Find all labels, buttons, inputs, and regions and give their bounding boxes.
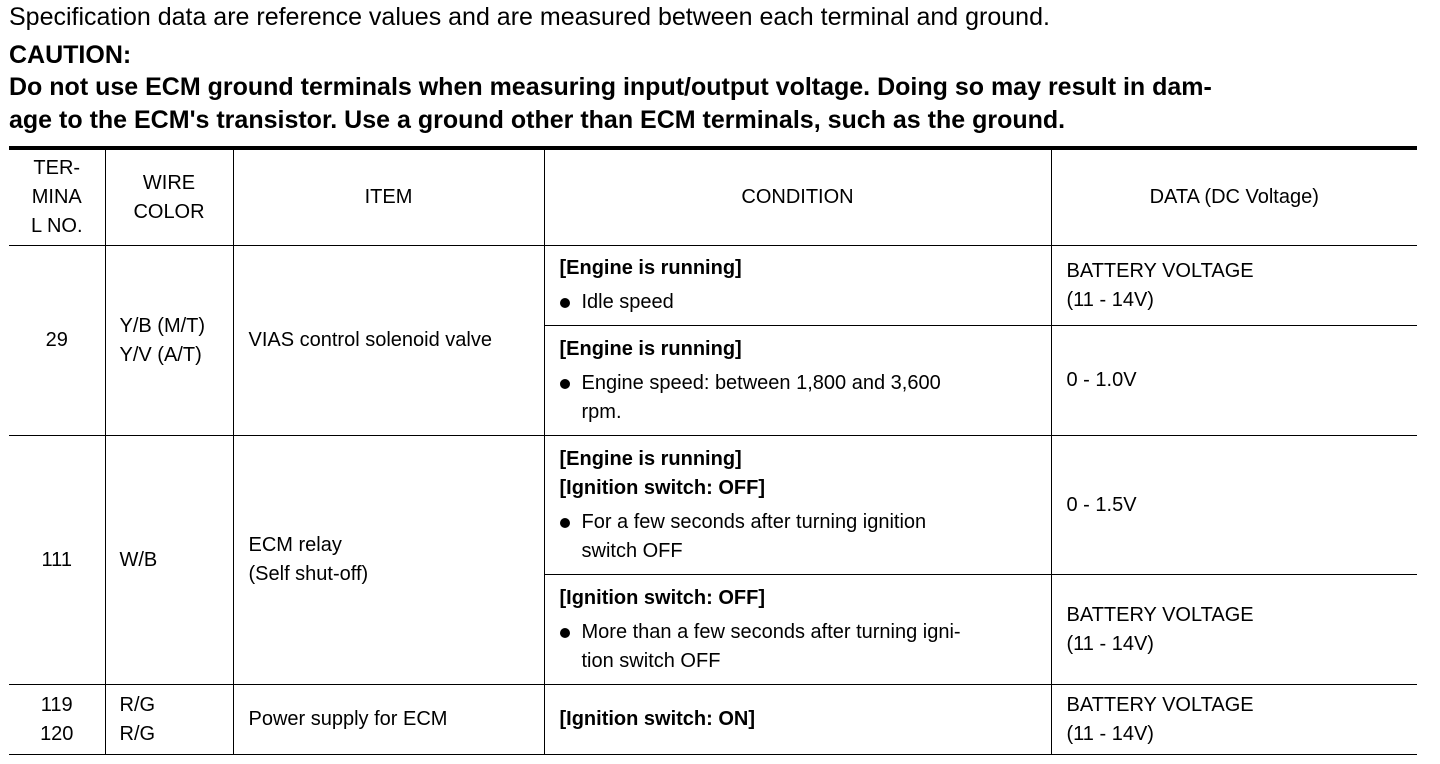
data-value: (11 - 14V) (1066, 632, 1154, 655)
bullet-dot-icon (560, 379, 570, 389)
table-body (9, 246, 1417, 755)
data-value: 0 - 1.5V (1066, 493, 1137, 516)
bullet-text (582, 288, 674, 317)
item-cell (233, 436, 544, 685)
wire-color: Y/B (M/T) (119, 314, 206, 337)
bullet-text-line: Engine speed: between 1,800 and 3,600 (581, 371, 941, 394)
data-value: BATTERY VOLTAGE (1066, 603, 1254, 626)
header-text: TER- (33, 157, 81, 179)
data-cell (1051, 575, 1417, 685)
item-text: VIAS control solenoid valve (248, 329, 492, 351)
condition-cell (544, 436, 1051, 575)
condition-cell (544, 575, 1051, 685)
terminal-no: 111 (41, 548, 72, 571)
header-data: DATA (DC Voltage) (1051, 148, 1417, 246)
data-cell (1051, 436, 1417, 575)
data-value: (11 - 14V) (1066, 288, 1154, 311)
terminal-no: 29 (45, 329, 68, 351)
header-text: COLOR (133, 200, 205, 223)
condition-bullet (560, 508, 1043, 566)
bullet-text-line: More than a few seconds after turning igni- (581, 620, 961, 643)
wire-color-cell (105, 685, 233, 755)
item-text: (Self shut-off) (248, 563, 369, 585)
item-cell (233, 685, 544, 755)
condition-bullet (560, 288, 1043, 317)
bullet-text-line: switch OFF (581, 539, 683, 562)
terminal-no: 120 (40, 722, 74, 745)
condition-state: [Engine is running] (559, 337, 742, 360)
header-item: ITEM (233, 148, 544, 246)
data-cell (1051, 246, 1417, 326)
data-cell (1051, 326, 1417, 436)
header-condition: CONDITION (544, 148, 1051, 246)
condition-cell (544, 685, 1051, 755)
bullet-dot-icon (560, 298, 570, 308)
condition-bullet (560, 618, 1043, 676)
wire-color-cell (105, 436, 233, 685)
bullet-dot-icon (560, 628, 570, 638)
intro-text: Specification data are reference values and are measured between each terminal and ground. (9, 3, 1050, 31)
table-row (9, 436, 1417, 575)
header-wire-color (105, 148, 233, 246)
wire-color: R/G (119, 693, 156, 716)
terminal-no: 119 (40, 693, 73, 716)
bullet-text-line: For a few seconds after turning ignition (581, 510, 927, 533)
condition-state: [Engine is running] (559, 447, 742, 470)
header-text: MINA (31, 186, 82, 208)
condition-bullet (560, 369, 1043, 427)
bullet-text-line: rpm. (581, 400, 622, 423)
caution-text-line-2: age to the ECM's transistor. Use a ground other than ECM terminals, such as the ground. (9, 106, 1066, 134)
bullet-text (582, 369, 941, 427)
header-text: WIRE (142, 171, 196, 194)
bullet-dot-icon (560, 518, 570, 528)
condition-state: [Ignition switch: ON] (559, 708, 756, 730)
condition-cell (544, 246, 1051, 326)
data-value: (11 - 14V) (1066, 722, 1154, 745)
item-text: Power supply for ECM (248, 708, 448, 730)
header-terminal-no (9, 148, 105, 246)
bullet-text-line: tion switch OFF (581, 649, 721, 672)
terminal-no-cell (9, 685, 105, 755)
bullet-text (582, 508, 927, 566)
condition-state: [Ignition switch: OFF] (559, 586, 766, 609)
wire-color: Y/V (A/T) (119, 343, 202, 366)
caution-title: CAUTION: (9, 41, 132, 69)
data-value: 0 - 1.0V (1066, 369, 1137, 391)
table-row (9, 246, 1417, 326)
terminal-spec-table (9, 146, 1417, 755)
terminal-no-cell (9, 246, 105, 436)
condition-state: [Engine is running] (559, 257, 742, 279)
data-value: BATTERY VOLTAGE (1066, 259, 1254, 282)
condition-state: [Ignition switch: OFF] (559, 476, 766, 499)
item-cell (233, 246, 544, 436)
bullet-text (582, 618, 961, 676)
table-row (9, 685, 1417, 755)
data-value: BATTERY VOLTAGE (1066, 693, 1254, 716)
bullet-text-line: Idle speed (581, 291, 674, 313)
table-header-row (9, 148, 1417, 246)
wire-color-cell (105, 246, 233, 436)
data-cell (1051, 685, 1417, 755)
terminal-no-cell (9, 436, 105, 685)
item-text: ECM relay (248, 534, 342, 556)
condition-cell (544, 326, 1051, 436)
caution-text-line-1: Do not use ECM ground terminals when measuring input/output voltage. Doing so may result in dam- (9, 73, 1212, 101)
header-text: L NO. (31, 215, 83, 237)
wire-color: R/G (119, 722, 156, 745)
wire-color: W/B (119, 548, 158, 571)
